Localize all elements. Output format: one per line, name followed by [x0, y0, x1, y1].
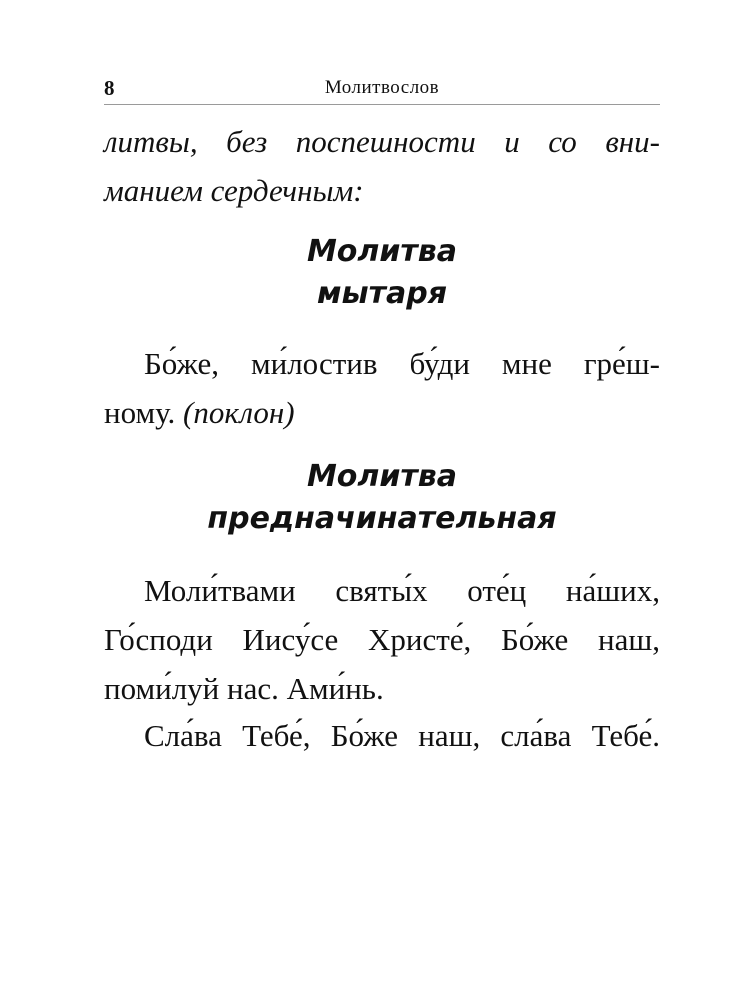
running-header — [104, 74, 660, 105]
intro-paragraph — [104, 117, 660, 215]
intro-line: манием сердечным: — [104, 173, 364, 208]
intro-line: литвы, без поспешности и со вни- — [104, 124, 660, 159]
prayer-title-line: Молитва — [306, 459, 458, 494]
prayer-line: поми́луй нас. Ами́нь. — [104, 671, 384, 706]
prayer-line: Го́споди Иису́се Христе́, Бо́же наш, — [104, 622, 660, 657]
prayer-line: Моли́твами святы́х оте́ц на́ших, — [144, 573, 660, 608]
prayer-title-line: Молитва — [306, 234, 458, 269]
prayer-line: ному. — [104, 395, 176, 430]
prayer-line: Бо́же, ми́лостив бу́ди мне гре́ш- — [144, 346, 660, 381]
doxology-line: Сла́ва Тебе́, Бо́же наш, сла́ва Тебе́. — [144, 718, 660, 753]
rubric-bow: (поклон) — [183, 395, 295, 430]
prayer-text-opening — [104, 566, 660, 713]
prayer-title-line: предначинательная — [207, 501, 557, 536]
book-title: Молитвослов — [324, 77, 440, 98]
doxology-paragraph — [104, 711, 660, 760]
prayer-title-publican — [104, 231, 660, 315]
prayer-text-publican — [104, 339, 660, 437]
prayer-title-line: мытаря — [316, 276, 448, 311]
page-number: 8 — [104, 76, 115, 100]
prayer-title-opening — [104, 456, 660, 540]
